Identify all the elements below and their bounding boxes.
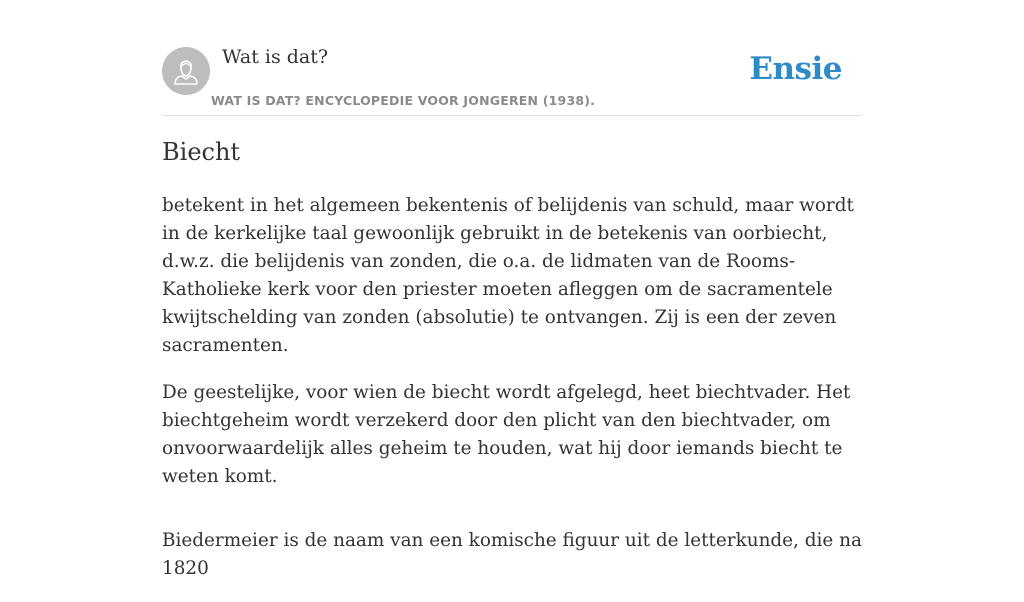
source-header <box>162 0 862 116</box>
source-title[interactable]: Wat is dat? <box>222 46 329 68</box>
entry-title: Biecht <box>162 138 241 166</box>
page-container <box>162 0 862 579</box>
source-subtitle[interactable]: WAT IS DAT? ENCYCLOPEDIE VOOR JONGEREN (1938). <box>211 93 596 108</box>
entry-paragraph-1: betekent in het algemeen bekentenis of belijdenis van schuld, maar wordt in de kerkelijke taal gewoonlijk gebruikt in de betekenis van oorbiecht, d.w.z. die belijdenis van zonden, die o.a. de lidmaten van de Rooms-Katholieke kerk voor den priester moeten afleggen om de sacramentele kwijtschelding van zonden (absolutie) te ontvangen. Zij is een der zeven sacramenten. <box>162 195 854 356</box>
ensie-logo[interactable]: Ensie <box>749 51 842 87</box>
entry-body <box>162 192 862 602</box>
user-avatar-icon[interactable] <box>162 47 210 95</box>
entry-paragraph-2: De geestelijke, voor wien de biecht wordt afgelegd, heet biechtvader. Het biechtgeheim wordt verzekerd door den plicht van den biechtvader, om onvoorwaardelijk alles geheim te houden, wat hij door iemands biecht te weten komt. <box>162 382 851 487</box>
next-entry-paragraph: Biedermeier is de naam van een komische figuur uit de letterkunde, die na 1820 <box>162 530 862 579</box>
